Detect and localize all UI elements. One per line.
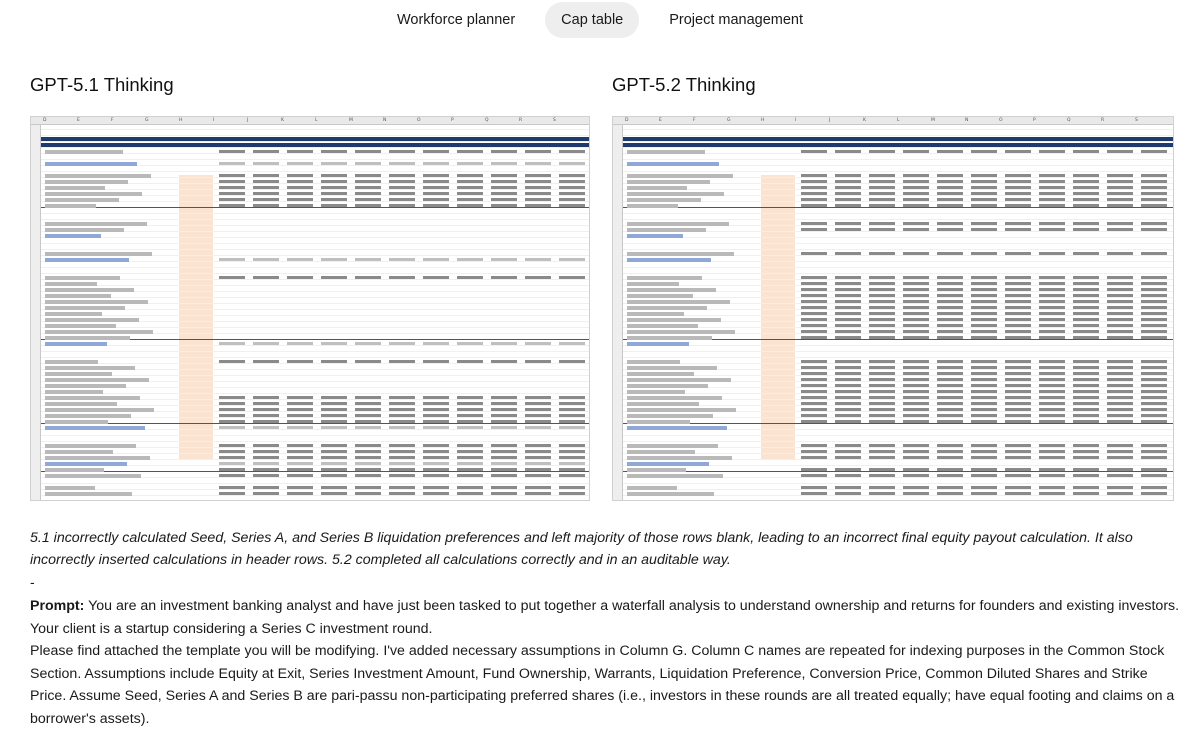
row-values	[41, 474, 589, 477]
sheet-row	[41, 341, 589, 346]
row-values	[623, 276, 1173, 279]
row-values	[623, 468, 1173, 471]
row-label	[45, 300, 148, 304]
row-values	[41, 258, 589, 261]
left-panel-title: GPT-5.1 Thinking	[30, 74, 174, 95]
sheet-row	[623, 233, 1173, 238]
sheet-row	[41, 233, 589, 238]
column-letter: M	[931, 118, 935, 123]
sheet-row	[41, 389, 589, 394]
sheet-row	[623, 257, 1173, 262]
column-letter: E	[659, 118, 662, 123]
sheet-row	[623, 461, 1173, 466]
sheet-row	[623, 401, 1173, 406]
column-letter: H	[179, 118, 183, 123]
sheet-row	[41, 251, 589, 256]
row-values	[41, 486, 589, 489]
sheet-row	[41, 143, 589, 148]
row-label	[45, 366, 135, 370]
sheet-row	[623, 185, 1173, 190]
row-values	[41, 198, 589, 201]
row-values	[623, 390, 1173, 393]
tab-workforce-planner[interactable]: Workforce planner	[396, 12, 516, 28]
column-letter: S	[553, 118, 556, 123]
sheet-row	[41, 287, 589, 292]
column-letter: N	[383, 118, 387, 123]
sheet-row	[41, 323, 589, 328]
column-letter: O	[999, 118, 1003, 123]
column-letter: H	[761, 118, 765, 123]
row-label	[45, 372, 112, 376]
column-letter: J	[247, 118, 249, 123]
sheet-row	[41, 221, 589, 226]
column-letter: P	[1033, 118, 1036, 123]
sheet-row	[41, 167, 589, 172]
row-values	[41, 462, 589, 465]
sheet-row	[623, 341, 1173, 346]
sheet-row	[41, 227, 589, 232]
prompt-label: Prompt:	[30, 598, 85, 614]
sheet-row	[623, 419, 1173, 424]
sheet-row	[623, 437, 1173, 442]
sheet-row	[623, 473, 1173, 478]
row-values	[623, 186, 1173, 189]
sheet-row	[41, 359, 589, 364]
sheet-row	[623, 359, 1173, 364]
column-letter: Q	[1067, 118, 1071, 123]
row-values	[623, 366, 1173, 369]
row-header-strip	[31, 125, 41, 500]
prompt-block	[30, 595, 1180, 730]
sheet-row	[623, 125, 1173, 130]
right-panel-title: GPT-5.2 Thinking	[612, 74, 756, 95]
sheet-row	[623, 293, 1173, 298]
tab-project-management[interactable]: Project management	[669, 12, 804, 28]
row-values	[41, 450, 589, 453]
row-label	[45, 390, 103, 394]
sheet-row	[41, 269, 589, 274]
row-label	[45, 324, 116, 328]
sheet-row	[623, 413, 1173, 418]
row-values	[41, 426, 589, 429]
sheet-row	[41, 383, 589, 388]
sheet-row	[623, 455, 1173, 460]
row-label	[627, 258, 711, 262]
row-values	[623, 252, 1173, 255]
tab-bar	[0, 0, 1200, 40]
sheet-row	[623, 311, 1173, 316]
sheet-row	[41, 179, 589, 184]
row-values	[41, 444, 589, 447]
sheet-row	[623, 365, 1173, 370]
left-spreadsheet-image	[30, 116, 590, 501]
row-values	[623, 492, 1173, 495]
comparison-caption: 5.1 incorrectly calculated Seed, Series A, and Series B liquidation preferences and left majority of those rows blank, leading to an incorrect final equity payout calculation. It also incorrectly inserted calculations in header rows. 5.2 completed all calculations correctly and in an auditable way.	[30, 530, 1133, 568]
column-letter: S	[1135, 118, 1138, 123]
row-values	[41, 456, 589, 459]
column-letter: E	[77, 118, 80, 123]
row-values	[41, 420, 589, 423]
sheet-grid	[41, 125, 589, 500]
sheet-row	[623, 305, 1173, 310]
column-letter: O	[417, 118, 421, 123]
sheet-row	[623, 317, 1173, 322]
sheet-row	[41, 395, 589, 400]
row-label	[45, 282, 97, 286]
sheet-row	[41, 437, 589, 442]
row-values	[41, 204, 589, 207]
sheet-row	[41, 305, 589, 310]
row-values	[623, 330, 1173, 333]
sheet-row	[41, 293, 589, 298]
column-letter: D	[625, 118, 629, 123]
sheet-row	[623, 239, 1173, 244]
sheet-row	[41, 161, 589, 166]
row-values	[623, 300, 1173, 303]
sheet-row	[41, 131, 589, 136]
sheet-row	[623, 485, 1173, 490]
column-letter: P	[451, 118, 454, 123]
sheet-row	[41, 149, 589, 154]
column-letter: L	[897, 118, 900, 123]
sheet-row	[41, 485, 589, 490]
sheet-row	[623, 221, 1173, 226]
prompt-text-2: Please find attached the template you will be modifying. I've added necessary assumptions in Column G. Column C names are repeated for indexing purposes in the Common Stock Section. Assumptions include Equity at Exit, Series Investment Amount, Fund Ownership, Warrants, Liquidation Preference, Conversion Price, Common Diluted Shares and Strike Price. Assume Seed, Series A and Series B are pari-passu non-participating preferred shares (i.e., investors in these rounds are all treated equally; have equal footing and claims on a borrower's assets).	[30, 643, 1175, 727]
sheet-row	[623, 467, 1173, 472]
row-values	[623, 444, 1173, 447]
row-values	[41, 162, 589, 165]
row-values	[623, 192, 1173, 195]
row-values	[41, 468, 589, 471]
tab-cap-table[interactable]: Cap table	[545, 2, 639, 38]
right-spreadsheet-image	[612, 116, 1174, 501]
sheet-grid	[623, 125, 1173, 500]
sheet-row	[41, 479, 589, 484]
column-letter: D	[43, 118, 47, 123]
sheet-row	[41, 311, 589, 316]
sheet-row	[623, 329, 1173, 334]
sheet-row	[41, 347, 589, 352]
row-values	[623, 222, 1173, 225]
row-label	[45, 384, 126, 388]
sheet-row	[41, 365, 589, 370]
row-values	[623, 456, 1173, 459]
sheet-row	[41, 461, 589, 466]
row-values	[41, 276, 589, 279]
sheet-row	[41, 215, 589, 220]
row-values	[41, 414, 589, 417]
sheet-row	[41, 245, 589, 250]
sheet-row	[623, 149, 1173, 154]
row-values	[41, 186, 589, 189]
sheet-row	[41, 317, 589, 322]
column-letter: G	[727, 118, 731, 123]
sheet-row	[41, 263, 589, 268]
column-letter: R	[519, 118, 523, 123]
row-values	[623, 474, 1173, 477]
sheet-row	[41, 491, 589, 496]
row-label	[45, 378, 149, 382]
row-label	[627, 342, 689, 346]
sheet-row	[623, 269, 1173, 274]
row-values	[623, 180, 1173, 183]
sheet-row	[623, 335, 1173, 340]
row-label	[45, 306, 125, 310]
row-values	[623, 324, 1173, 327]
row-label	[627, 162, 719, 166]
row-values	[623, 294, 1173, 297]
sheet-row	[41, 197, 589, 202]
row-label	[45, 294, 111, 298]
row-values	[41, 180, 589, 183]
row-values	[623, 420, 1173, 423]
row-label	[627, 234, 683, 238]
row-header-strip	[613, 125, 623, 500]
sheet-row	[41, 191, 589, 196]
sheet-row	[623, 299, 1173, 304]
sheet-row	[41, 335, 589, 340]
row-label	[627, 462, 709, 466]
row-values	[41, 402, 589, 405]
column-header-strip	[613, 117, 1173, 125]
sheet-row	[41, 137, 589, 142]
sheet-row	[623, 491, 1173, 496]
row-label	[45, 318, 139, 322]
sheet-row	[41, 209, 589, 214]
sheet-row	[41, 329, 589, 334]
sheet-row	[623, 347, 1173, 352]
sheet-row	[623, 287, 1173, 292]
sheet-row	[41, 257, 589, 262]
row-values	[623, 312, 1173, 315]
sheet-row	[41, 239, 589, 244]
row-values	[623, 408, 1173, 411]
row-label	[45, 312, 102, 316]
sheet-row	[623, 173, 1173, 178]
row-values	[623, 336, 1173, 339]
sheet-row	[623, 389, 1173, 394]
sheet-row	[623, 407, 1173, 412]
row-values	[623, 198, 1173, 201]
sheet-row	[623, 191, 1173, 196]
sheet-row	[623, 275, 1173, 280]
row-values	[623, 228, 1173, 231]
row-values	[623, 174, 1173, 177]
sheet-row	[623, 131, 1173, 136]
row-values	[41, 174, 589, 177]
sheet-row	[623, 383, 1173, 388]
sheet-row	[623, 137, 1173, 142]
prompt-text-1: You are an investment banking analyst and have just been tasked to put together a waterfall analysis to understand ownership and returns for founders and existing investors. Your client is a startup considering a Series C investment round.	[30, 598, 1180, 637]
row-values	[623, 204, 1173, 207]
sheet-row	[41, 185, 589, 190]
row-values	[41, 192, 589, 195]
row-values	[41, 396, 589, 399]
column-letter: Q	[485, 118, 489, 123]
row-values	[623, 450, 1173, 453]
row-values	[41, 342, 589, 345]
sheet-row	[623, 143, 1173, 148]
sheet-row	[623, 197, 1173, 202]
sheet-row	[41, 377, 589, 382]
row-values	[623, 282, 1173, 285]
sheet-row	[623, 371, 1173, 376]
column-letter: J	[829, 118, 831, 123]
row-label	[45, 222, 147, 226]
row-label	[45, 234, 101, 238]
sheet-row	[41, 419, 589, 424]
sheet-row	[623, 209, 1173, 214]
sheet-row	[41, 473, 589, 478]
row-label	[45, 288, 134, 292]
sheet-row	[623, 251, 1173, 256]
sheet-row	[623, 323, 1173, 328]
sheet-row	[623, 179, 1173, 184]
row-values	[41, 408, 589, 411]
sheet-row	[623, 161, 1173, 166]
column-letter: I	[795, 118, 797, 123]
sheet-row	[41, 155, 589, 160]
sheet-row	[623, 449, 1173, 454]
row-values	[41, 360, 589, 363]
sheet-row	[41, 275, 589, 280]
sheet-row	[623, 227, 1173, 232]
row-values	[623, 288, 1173, 291]
row-values	[41, 492, 589, 495]
row-values	[623, 402, 1173, 405]
column-letter: F	[111, 118, 114, 123]
sheet-row	[41, 443, 589, 448]
row-values	[623, 378, 1173, 381]
row-values	[623, 360, 1173, 363]
column-letter: N	[965, 118, 969, 123]
sheet-row	[623, 431, 1173, 436]
column-letter: L	[315, 118, 318, 123]
separator: -	[30, 574, 35, 590]
row-label	[627, 426, 727, 430]
row-values	[623, 150, 1173, 153]
sheet-row	[623, 215, 1173, 220]
sheet-row	[623, 353, 1173, 358]
row-values	[623, 318, 1173, 321]
sheet-row	[623, 167, 1173, 172]
sheet-row	[41, 353, 589, 358]
sheet-row	[41, 371, 589, 376]
sheet-row	[41, 449, 589, 454]
sheet-row	[41, 281, 589, 286]
sheet-row	[41, 455, 589, 460]
row-values	[623, 372, 1173, 375]
row-values	[623, 486, 1173, 489]
sheet-row	[623, 263, 1173, 268]
sheet-row	[41, 125, 589, 130]
row-values	[623, 384, 1173, 387]
column-letter: K	[281, 118, 284, 123]
row-label	[45, 252, 152, 256]
column-letter: F	[693, 118, 696, 123]
sheet-row	[41, 431, 589, 436]
column-letter: G	[145, 118, 149, 123]
row-values	[623, 414, 1173, 417]
sheet-row	[623, 281, 1173, 286]
sheet-row	[41, 467, 589, 472]
sheet-row	[623, 479, 1173, 484]
column-letter: I	[213, 118, 215, 123]
row-label	[45, 330, 153, 334]
sheet-row	[41, 407, 589, 412]
sheet-row	[41, 413, 589, 418]
row-values	[623, 306, 1173, 309]
row-values	[41, 150, 589, 153]
column-letter: M	[349, 118, 353, 123]
sheet-row	[623, 395, 1173, 400]
column-header-strip	[31, 117, 589, 125]
sheet-row	[623, 443, 1173, 448]
sheet-row	[41, 401, 589, 406]
row-values	[623, 396, 1173, 399]
sheet-row	[41, 203, 589, 208]
sheet-row	[41, 425, 589, 430]
column-letter: K	[863, 118, 866, 123]
row-label	[45, 336, 130, 340]
sheet-row	[41, 173, 589, 178]
sheet-row	[623, 245, 1173, 250]
sheet-row	[623, 203, 1173, 208]
row-label	[45, 228, 124, 232]
sheet-row	[623, 425, 1173, 430]
sheet-row	[623, 155, 1173, 160]
column-letter: R	[1101, 118, 1105, 123]
sheet-row	[41, 299, 589, 304]
sheet-row	[623, 377, 1173, 382]
